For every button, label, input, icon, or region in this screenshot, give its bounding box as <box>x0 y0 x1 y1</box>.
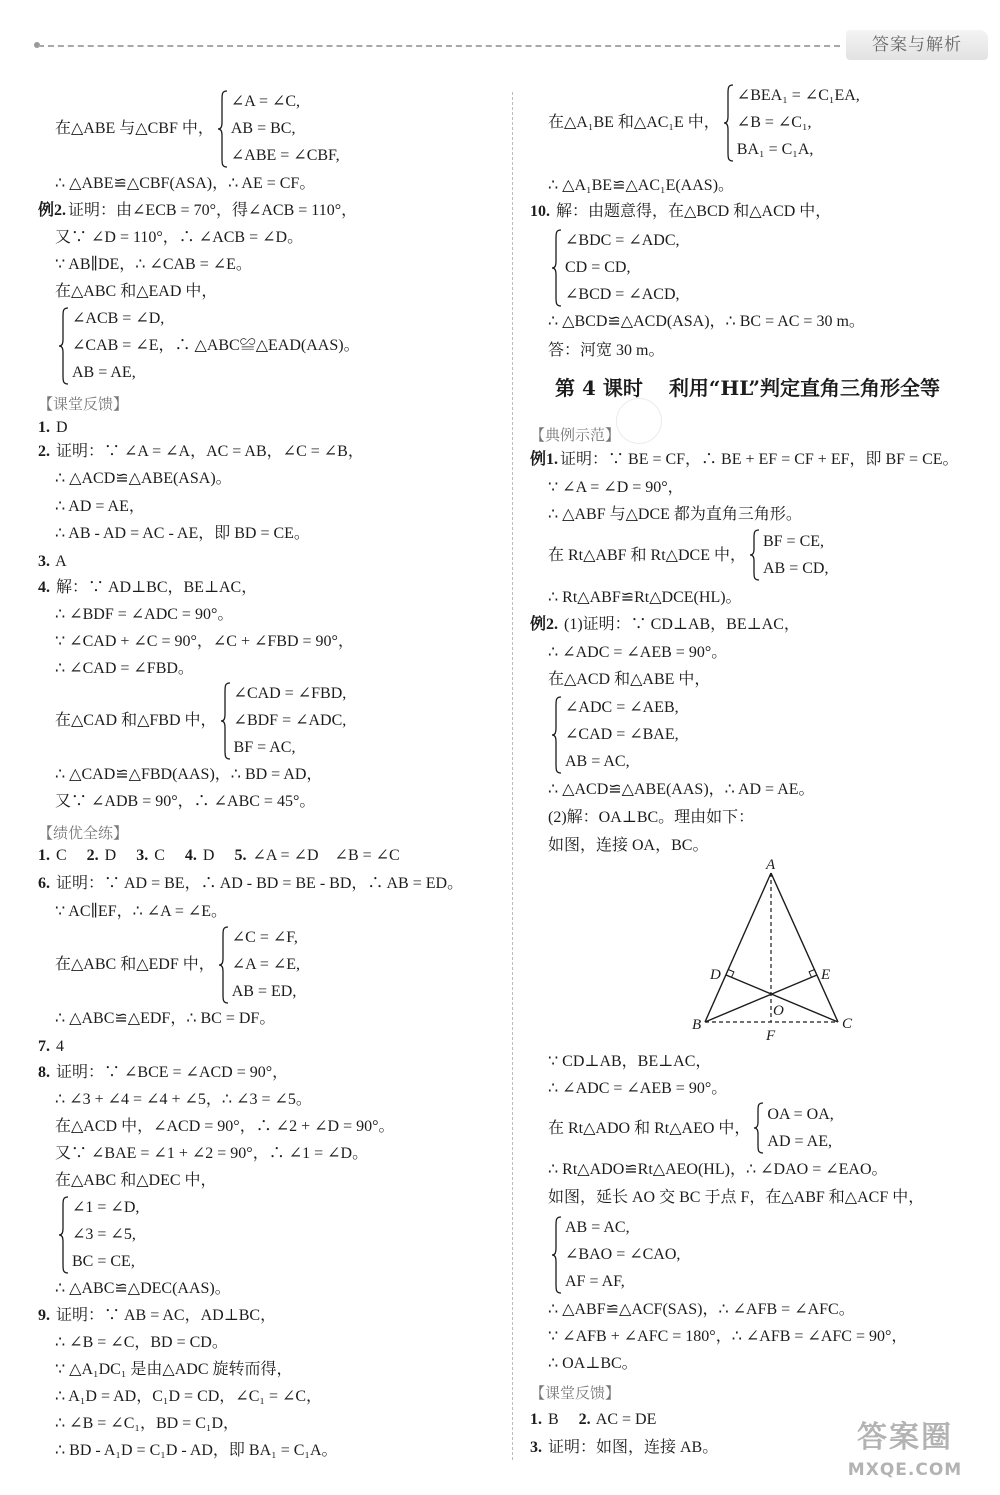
answer-line <box>38 1059 288 1086</box>
item-text: B <box>548 1411 559 1428</box>
answer-line <box>38 414 68 441</box>
brace-item: ∠CAD = ∠FBD, <box>233 685 347 702</box>
proof-line: ∴ △A₁BE≌△AC₁E(AAS)。 <box>548 177 735 194</box>
answer-line <box>38 438 364 465</box>
section-tab: 答案与解析 <box>846 30 988 60</box>
brace-icon <box>750 529 760 581</box>
brace-item: ∠BCD = ∠ACD, <box>565 286 680 303</box>
brace-item: AF = AF, <box>565 1273 625 1290</box>
brace-group <box>55 1194 139 1275</box>
item-number: 1. <box>38 419 50 436</box>
item-number: 3. <box>136 847 149 864</box>
brace-item: ∠B = ∠C₁, <box>736 114 812 131</box>
brace-item: AB = AC, <box>565 1219 630 1236</box>
brace-item: AB = ED, <box>231 983 297 1000</box>
brace-item: ∠ACB = ∠D, <box>72 310 165 327</box>
brace-item: CD = CD, <box>565 259 631 276</box>
item-text: 证明：如图，连接 AB。 <box>548 1439 719 1456</box>
brace-item: ∠ADC = ∠AEB, <box>565 699 679 716</box>
watermark-logo-text: 答案圈 <box>857 1420 953 1455</box>
brace-icon <box>552 1216 562 1294</box>
answer-line <box>38 870 463 897</box>
answer-item <box>234 847 399 864</box>
section-label: 【课堂反馈】 <box>530 1384 621 1402</box>
item-text: 4 <box>56 1038 64 1055</box>
item-text: ∠A = ∠D ∠B = ∠C <box>252 847 400 864</box>
brace-group <box>548 227 680 308</box>
proof-line: 答：河宽 30 m。 <box>548 342 665 359</box>
brace-item: AB = AC, <box>565 753 630 770</box>
brace-prefix: 在 Rt△ABF 和 Rt△DCE 中， <box>548 546 746 564</box>
item-text: 证明：∵ AD = BE，∴ AD - BD = BE - BD，∴ AB = ED。 <box>56 875 464 892</box>
brace-group <box>548 1214 680 1295</box>
label-C: C <box>842 1016 853 1032</box>
brace-item: ∠BAO = ∠CAO, <box>565 1246 681 1263</box>
item-text: C <box>56 847 67 864</box>
item-number: 2. <box>86 847 99 864</box>
item-text: C <box>154 847 165 864</box>
brace-item: ∠CAB = ∠E，∴ △ABC≌△EAD(AAS)。 <box>72 337 360 354</box>
item-number: 6. <box>38 875 50 892</box>
label-A: A <box>766 857 776 873</box>
proof-line: ∵ ∠CAD + ∠C = 90°，∠C + ∠FBD = 90°， <box>55 633 354 650</box>
stamp-decoration <box>616 398 662 444</box>
item-number: 7. <box>38 1038 50 1055</box>
example-line <box>530 446 959 473</box>
answer-item <box>530 1411 559 1428</box>
proof-line: 在△ABC 和△EAD 中， <box>55 283 218 300</box>
proof-line: ∴ △ABC≌△DEC(AAS)。 <box>55 1280 231 1297</box>
brace-item: BF = CE, <box>762 533 825 550</box>
example-line <box>38 197 357 224</box>
segment-AC <box>771 873 838 1022</box>
brace-item: AB = CD, <box>762 560 829 577</box>
proof-line: ∴ ∠B = ∠C₁，BD = C₁D， <box>55 1415 239 1432</box>
brace-item: BC = CE, <box>72 1253 135 1270</box>
brace-icon <box>219 926 229 1004</box>
brace-group <box>55 88 340 169</box>
brace-items <box>737 82 860 163</box>
answer-row <box>38 842 416 869</box>
proof-line: ∴ △CAD≌△FBD(AAS)，∴ BD = AD， <box>55 766 323 783</box>
proof-line: ∴ △BCD≌△ACD(ASA)，∴ BC = AC = 30 m。 <box>548 313 865 330</box>
answer-item <box>579 1411 657 1428</box>
item-text: AC = DE <box>595 1411 657 1428</box>
proof-line: (2)解：OA⊥BC。理由如下： <box>548 809 755 826</box>
item-text: 证明：由∠ECB = 70°，得∠ACB = 110°， <box>68 202 358 219</box>
item-number: 3. <box>38 553 50 570</box>
item-number: 4. <box>38 579 50 596</box>
brace-item: ∠BDF = ∠ADC, <box>233 712 347 729</box>
brace-item: BA₁ = C₁A, <box>736 141 814 158</box>
brace-item: AB = AE, <box>72 364 136 381</box>
item-number: 9. <box>38 1307 50 1324</box>
brace-icon <box>59 1196 69 1274</box>
answer-line <box>530 198 831 225</box>
item-number: 例2. <box>530 616 559 633</box>
proof-line: ∴ △ABE≌△CBF(ASA)，∴ AE = CF。 <box>55 175 316 192</box>
proof-line: 如图，连接 OA，BC。 <box>548 837 709 854</box>
item-number: 3. <box>530 1439 542 1456</box>
proof-line: ∴ ∠ADC = ∠AEB = 90°。 <box>548 1080 728 1097</box>
brace-icon <box>221 682 231 760</box>
answer-item <box>87 847 117 864</box>
brace-items <box>767 1101 833 1155</box>
brace-item: OA = OA, <box>767 1106 834 1123</box>
proof-line: ∵ ∠AFB + ∠AFC = 180°，∴ ∠AFB = ∠AFC = 90°， <box>548 1328 908 1345</box>
section-label: 【绩优全练】 <box>38 824 129 842</box>
watermark-logo <box>820 1418 990 1490</box>
item-text: 解：由题意得，在△BCD 和△ACD 中， <box>556 203 832 220</box>
proof-line: ∴ ∠ADC = ∠AEB = 90°。 <box>548 644 728 661</box>
brace-item: ∠C = ∠F, <box>231 929 298 946</box>
proof-line: ∴ △ABF≌△ACF(SAS)，∴ ∠AFB = ∠AFC。 <box>548 1301 855 1318</box>
lesson-heading <box>555 373 940 403</box>
brace-item: AD = AE, <box>767 1133 832 1150</box>
brace-group <box>548 82 860 163</box>
brace-items <box>231 88 340 169</box>
brace-group <box>548 528 828 582</box>
proof-line: ∴ AB - AD = AC - AE，即 BD = CE。 <box>55 525 310 542</box>
proof-line: 如图，延长 AO 交 BC 于点 F，在△ABF 和△ACF 中， <box>548 1189 925 1206</box>
item-number: 5. <box>234 847 247 864</box>
item-text: D <box>56 419 68 436</box>
answer-line <box>38 1033 64 1060</box>
proof-line: ∴ OA⊥BC。 <box>548 1355 638 1372</box>
brace-item: ∠1 = ∠D, <box>72 1199 140 1216</box>
answer-line <box>38 574 257 601</box>
lesson-title: 利用“HL”判定直角三角形全等 <box>668 376 941 400</box>
proof-line: ∵ ∠A = ∠D = 90°， <box>548 479 684 496</box>
proof-line: ∵ AC∥EF，∴ ∠A = ∠E。 <box>55 903 228 920</box>
brace-items <box>232 924 300 1005</box>
proof-line: ∵ △A₁DC₁ 是由△ADC 旋转而得， <box>55 1361 293 1378</box>
header-dashed-rule <box>38 45 840 47</box>
proof-line: ∴ AD = AE， <box>55 498 145 515</box>
watermark-site: MXQE.COM <box>847 1460 963 1480</box>
brace-item: ∠A = ∠C, <box>230 93 301 110</box>
brace-item: AB = BC, <box>230 120 296 137</box>
brace-items <box>72 1194 139 1275</box>
section-label: 【典例示范】 <box>530 426 621 444</box>
proof-line: 在△ACD 中，∠ACD = 90°，∴ ∠2 + ∠D = 90°。 <box>55 1118 395 1135</box>
item-number: 2. <box>578 1411 591 1428</box>
brace-prefix: 在 Rt△ADO 和 Rt△AEO 中， <box>548 1119 751 1137</box>
item-number: 2. <box>38 443 50 460</box>
item-number: 4. <box>184 847 197 864</box>
brace-prefix: 在△A₁BE 和△AC₁E 中， <box>548 114 720 131</box>
brace-group <box>548 1101 834 1155</box>
proof-line: ∴ ∠B = ∠C，BD = CD。 <box>55 1334 228 1351</box>
proof-line: ∴ A₁D = AD，C₁D = CD，∠C₁ = ∠C， <box>55 1388 323 1405</box>
proof-line: ∵ AB∥DE，∴ ∠CAB = ∠E。 <box>55 256 252 273</box>
item-text: 证明：∵ BE = CF，∴ BE + EF = CF + EF，即 BF = CE。 <box>560 451 959 468</box>
answer-line <box>530 1434 718 1461</box>
label-B: B <box>692 1017 702 1033</box>
brace-prefix: 在△ABE 与△CBF 中， <box>55 120 214 137</box>
item-text: 证明：∵ ∠BCE = ∠ACD = 90°， <box>56 1064 289 1081</box>
brace-icon <box>552 229 562 307</box>
proof-line: ∴ BD - A₁D = C₁D - AD，即 BA₁ = C₁A。 <box>55 1442 338 1459</box>
brace-prefix: 在△ABC 和△EDF 中， <box>55 956 215 973</box>
brace-group <box>55 924 300 1005</box>
brace-icon <box>754 1102 764 1154</box>
answer-row <box>530 1406 672 1433</box>
proof-line: 又∵ ∠BAE = ∠1 + ∠2 = 90°，∴ ∠1 = ∠D。 <box>55 1145 369 1162</box>
proof-line: ∴ Rt△ADO≌Rt△AEO(HL)，∴ ∠DAO = ∠EAO。 <box>548 1161 888 1178</box>
answer-line <box>38 548 67 575</box>
brace-icon <box>218 90 228 168</box>
brace-items <box>565 227 680 308</box>
item-number: 1. <box>530 1411 542 1428</box>
brace-icon <box>552 696 562 774</box>
proof-line: ∴ △ACD≌△ABE(ASA)。 <box>55 470 232 487</box>
brace-item: ∠A = ∠E, <box>231 956 301 973</box>
proof-line: ∵ CD⊥AB，BE⊥AC， <box>548 1053 712 1070</box>
answer-item <box>38 847 67 864</box>
answer-line <box>38 1302 276 1329</box>
brace-items <box>763 528 828 582</box>
answer-item <box>185 847 215 864</box>
brace-items <box>234 680 347 761</box>
item-number: 例1. <box>530 451 559 468</box>
brace-items <box>72 305 360 386</box>
answer-item <box>136 847 165 864</box>
triangle-figure <box>680 855 860 1047</box>
proof-line: ∴ △ABC≌△EDF，∴ BC = DF。 <box>55 1010 276 1027</box>
proof-line: 又∵ ∠ADB = 90°，∴ ∠ABC = 45°。 <box>55 793 316 810</box>
label-D: D <box>710 967 721 983</box>
brace-item: ∠CAD = ∠BAE, <box>565 726 679 743</box>
section-label: 【课堂反馈】 <box>38 395 129 413</box>
proof-line: ∴ ∠3 + ∠4 = ∠4 + ∠5，∴ ∠3 = ∠5。 <box>55 1091 312 1108</box>
brace-items <box>565 694 679 775</box>
brace-icon <box>724 84 734 162</box>
column-divider <box>512 92 513 1460</box>
brace-item: ∠BEA₁ = ∠C₁EA, <box>736 87 860 104</box>
brace-item: ∠BDC = ∠ADC, <box>565 232 680 249</box>
brace-group <box>55 305 360 386</box>
item-text: D <box>104 847 117 864</box>
item-text: 解：∵ AD⊥BC，BE⊥AC， <box>56 579 258 596</box>
brace-item: BF = AC, <box>233 739 296 756</box>
label-F: F <box>766 1028 776 1044</box>
item-number: 例2. <box>38 202 67 219</box>
proof-line: 在△ACD 和△ABE 中， <box>548 671 711 688</box>
item-text: (1)证明：∵ CD⊥AB，BE⊥AC， <box>564 616 800 633</box>
proof-line: 在△ABC 和△DEC 中， <box>55 1172 217 1189</box>
brace-item: ∠ABE = ∠CBF, <box>230 147 340 164</box>
brace-item: ∠3 = ∠5, <box>72 1226 136 1243</box>
proof-line: ∴ ∠BDF = ∠ADC = 90°。 <box>55 606 234 623</box>
segment-BE <box>705 975 817 1022</box>
brace-group <box>548 694 679 775</box>
proof-line: ∴ △ABF 与△DCE 都为直角三角形。 <box>548 506 802 523</box>
example-line <box>530 611 800 638</box>
label-O: O <box>773 1003 784 1019</box>
proof-line: 又∵ ∠D = 110°，∴ ∠ACB = ∠D。 <box>55 229 304 246</box>
segment-AB <box>705 873 771 1022</box>
lesson-number: 第 4 课时 <box>555 376 643 400</box>
item-number: 8. <box>38 1064 50 1081</box>
brace-group <box>55 680 346 761</box>
label-E: E <box>821 967 831 983</box>
proof-line: ∴ △ACD≌△ABE(AAS)，∴ AD = AE。 <box>548 781 815 798</box>
item-number: 1. <box>38 847 50 864</box>
brace-items <box>565 1214 680 1295</box>
proof-line: ∴ ∠CAD = ∠FBD。 <box>55 660 194 677</box>
item-text: D <box>202 847 215 864</box>
item-number: 10. <box>530 203 550 220</box>
brace-icon <box>59 307 69 385</box>
item-text: 证明：∵ AB = AC，AD⊥BC， <box>56 1307 277 1324</box>
item-text: A <box>55 553 67 570</box>
brace-prefix: 在△CAD 和△FBD 中， <box>55 712 217 729</box>
item-text: 证明：∵ ∠A = ∠A，AC = AB，∠C = ∠B， <box>56 443 364 460</box>
proof-line: ∴ Rt△ABF≌Rt△DCE(HL)。 <box>548 589 742 606</box>
